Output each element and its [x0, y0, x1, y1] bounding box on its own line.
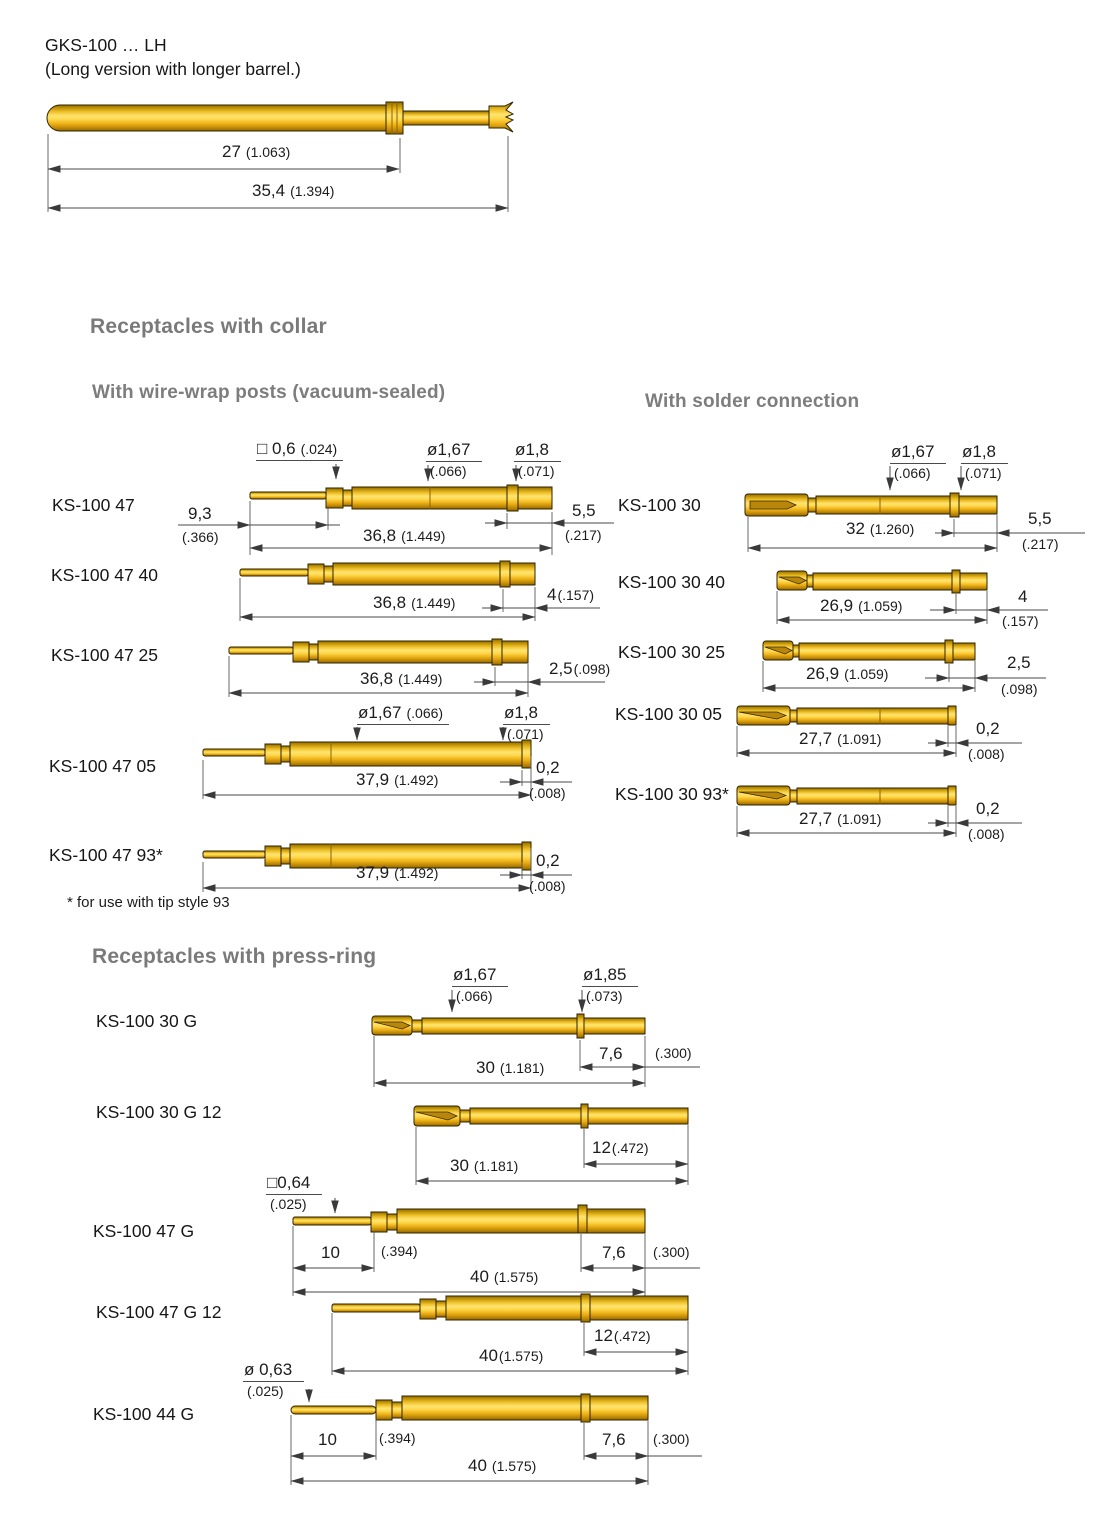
dim-ks-100-47-g-12-length-mm: 40: [479, 1346, 498, 1365]
dim-ks-100-47-93-tail-mm: 0,2: [536, 851, 560, 870]
dim-ks-100-30-93-length-inch: (1.091): [837, 811, 882, 827]
dim-ks-100-30-g-12-length: [450, 1157, 518, 1175]
section-solder-title: With solder connection: [645, 391, 860, 412]
drawing-ks-100-47-40: [240, 561, 600, 621]
callout-ks-100-30-g-d2-inch: (.073): [586, 987, 623, 1004]
label-ks-100-47: KS-100 47: [52, 495, 135, 515]
dim-ks-100-30-g-tail-mm: 7,6: [599, 1044, 623, 1063]
dim-ks-100-47-05-length-mm: 37,9: [356, 770, 390, 789]
dim-ks-100-47-40-tail-inch: (.157): [557, 587, 595, 603]
dim-ks-100-47-g-12-length-inch: (1.575): [498, 1348, 544, 1364]
callout-ks-100-47-d1: [426, 441, 482, 479]
dim-gks-total-inch: (1.394): [290, 183, 335, 199]
dim-ks-100-47-g-12-length: [479, 1347, 543, 1365]
dim-ks-100-30-25-length: [806, 665, 888, 683]
section-pressring-title: Receptacles with press-ring: [92, 945, 377, 968]
callout-ks-100-47-05-d2: [503, 704, 550, 742]
dim-ks-100-30-40-tail-mm: 4: [1018, 587, 1028, 606]
dim-ks-100-30-93-length-mm: 27,7: [799, 809, 833, 828]
callout-ks-100-47-g-square-mm: □0,64: [266, 1174, 322, 1195]
label-ks-100-30-g: KS-100 30 G: [96, 1011, 198, 1031]
callout-ks-100-44-g-d-mm: ø 0,63: [243, 1361, 304, 1382]
dim-ks-100-30-g-12-tail-inch: (.472): [611, 1140, 649, 1156]
dim-ks-100-47-g-tail-mm: 7,6: [602, 1243, 626, 1262]
dim-ks-100-47-40-length: [373, 594, 455, 612]
dim-ks-100-30-25-length-inch: (1.059): [844, 666, 889, 682]
dim-gks-total: [252, 182, 334, 200]
dim-ks-100-47-25-length: [360, 670, 442, 688]
footnote: * for use with tip style 93: [67, 894, 230, 911]
callout-ks-100-47-d2: [514, 441, 561, 479]
callout-ks-100-44-g-d: [243, 1361, 304, 1399]
page-subtitle: (Long version with longer barrel.): [45, 59, 301, 79]
callout-ks-100-47-05-d1-inch: (.066): [406, 705, 444, 721]
dim-ks-100-30-25-tail-mm: 2,5: [1007, 653, 1031, 672]
dim-ks-100-47-40-tail-mm: 4: [547, 585, 557, 604]
dim-ks-100-47-post-mm: 9,3: [188, 504, 212, 523]
dim-ks-100-30-40-length-inch: (1.059): [858, 598, 903, 614]
dim-ks-100-30-93-tail-inch: (.008): [968, 826, 1005, 842]
callout-ks-100-30-d2: [961, 443, 1008, 481]
dim-ks-100-30-05-tail-inch: (.008): [968, 746, 1005, 762]
dim-ks-100-30-g-length: [476, 1059, 544, 1077]
dim-ks-100-47-g-12-tail: [594, 1327, 651, 1345]
dim-ks-100-47-40-length-mm: 36,8: [373, 593, 407, 612]
dim-ks-100-47-25-tail-inch: (.098): [573, 661, 611, 677]
dim-ks-100-47-g-post-inch: (.394): [381, 1243, 418, 1259]
dim-ks-100-44-g-tail-mm: 7,6: [602, 1430, 626, 1449]
dim-ks-100-47-g-length: [470, 1268, 538, 1286]
callout-ks-100-47-d2-mm: ø1,8: [514, 441, 561, 462]
dim-ks-100-47-g-12-tail-mm: 12: [594, 1326, 613, 1345]
dim-ks-100-47-25-length-inch: (1.449): [398, 671, 443, 687]
callout-ks-100-47-05-d1: [357, 704, 449, 725]
callout-ks-100-47-05-d2-mm: ø1,8: [503, 704, 550, 725]
dim-ks-100-30-25-tail-inch: (.098): [1001, 681, 1038, 697]
callout-ks-100-30-d1-mm: ø1,67: [890, 443, 946, 464]
dim-ks-100-47-05-tail-inch: (.008): [529, 785, 566, 801]
dim-ks-100-30-05-length-mm: 27,7: [799, 729, 833, 748]
label-ks-100-47-05: KS-100 47 05: [49, 756, 157, 776]
dim-ks-100-30-tail-inch: (.217): [1022, 536, 1059, 552]
label-ks-100-47-25: KS-100 47 25: [51, 645, 159, 665]
dim-ks-100-47-g-12-tail-inch: (.472): [613, 1328, 651, 1344]
dim-ks-100-47-93-length-mm: 37,9: [356, 863, 390, 882]
dim-ks-100-47-g-length-inch: (1.575): [493, 1269, 539, 1285]
dim-ks-100-30-length: [846, 520, 914, 538]
dim-ks-100-44-g-post-inch: (.394): [379, 1430, 416, 1446]
dim-ks-100-30-g-12-tail-mm: 12: [592, 1138, 611, 1157]
dim-gks-barrel-inch: (1.063): [245, 144, 291, 160]
dim-ks-100-47-post-inch: (.366): [182, 529, 219, 545]
dim-ks-100-47-05-length-inch: (1.492): [394, 772, 439, 788]
dim-gks-barrel: [222, 143, 290, 161]
dim-ks-100-30-g-tail-inch: (.300): [655, 1045, 692, 1061]
page-title: GKS-100 … LH: [45, 35, 167, 55]
dim-ks-100-44-g-length: [468, 1457, 536, 1475]
label-ks-100-47-40: KS-100 47 40: [51, 565, 159, 585]
dim-ks-100-47-g-post-mm: 10: [321, 1243, 340, 1262]
dim-ks-100-30-length-inch: (1.260): [869, 521, 915, 537]
dim-ks-100-30-40-tail-inch: (.157): [1002, 613, 1039, 629]
dim-ks-100-30-tail-mm: 5,5: [1028, 509, 1052, 528]
callout-ks-100-47-square: [256, 440, 343, 461]
dim-ks-100-30-40-length-mm: 26,9: [820, 596, 854, 615]
label-ks-100-30-25: KS-100 30 25: [618, 642, 726, 662]
label-ks-100-47-93: KS-100 47 93*: [49, 845, 163, 865]
callout-ks-100-30-d2-mm: ø1,8: [961, 443, 1008, 464]
dim-ks-100-30-g-length-mm: 30: [476, 1058, 495, 1077]
dim-ks-100-47-40-length-inch: (1.449): [411, 595, 456, 611]
dim-ks-100-30-length-mm: 32: [846, 519, 865, 538]
dim-ks-100-30-05-tail-mm: 0,2: [976, 719, 1000, 738]
section-collar-title: Receptacles with collar: [90, 315, 327, 338]
callout-ks-100-30-g-d1-mm: ø1,67: [452, 966, 508, 987]
dim-ks-100-47-tail-mm: 5,5: [572, 501, 596, 520]
callout-ks-100-30-d1-inch: (.066): [894, 464, 931, 481]
callout-ks-100-47-g-square-inch: (.025): [270, 1195, 307, 1212]
label-ks-100-30: KS-100 30: [618, 495, 701, 515]
dim-ks-100-47-93-length: [356, 864, 438, 882]
dim-ks-100-30-g-12-tail: [592, 1139, 649, 1157]
label-ks-100-30-40: KS-100 30 40: [618, 572, 726, 592]
dim-gks-barrel-mm: 27: [222, 142, 241, 161]
dim-ks-100-30-05-length-inch: (1.091): [837, 731, 882, 747]
label-ks-100-30-05: KS-100 30 05: [615, 704, 723, 724]
dim-ks-100-30-g-length-inch: (1.181): [499, 1060, 545, 1076]
dim-ks-100-47-g-length-mm: 40: [470, 1267, 489, 1286]
dim-ks-100-30-93-length: [799, 810, 881, 828]
label-ks-100-47-g: KS-100 47 G: [93, 1221, 195, 1241]
callout-ks-100-30-g-d2-mm: ø1,85: [582, 966, 638, 987]
callout-ks-100-30-d1: [890, 443, 946, 481]
callout-ks-100-47-05-d2-inch: (.071): [507, 725, 544, 742]
dim-ks-100-30-25-length-mm: 26,9: [806, 664, 840, 683]
dim-ks-100-47-05-length: [356, 771, 438, 789]
callout-ks-100-47-d1-mm: ø1,67: [426, 441, 482, 462]
dim-ks-100-47-length-mm: 36,8: [363, 526, 397, 545]
dim-ks-100-47-length: [363, 527, 445, 545]
dim-ks-100-47-g-tail-inch: (.300): [653, 1244, 690, 1260]
dim-gks-total-mm: 35,4: [252, 181, 286, 200]
dim-ks-100-30-40-length: [820, 597, 902, 615]
dim-ks-100-44-g-length-inch: (1.575): [491, 1458, 537, 1474]
dim-ks-100-47-tail-inch: (.217): [565, 527, 602, 543]
dim-ks-100-30-g-12-length-mm: 30: [450, 1156, 469, 1175]
callout-ks-100-47-d2-inch: (.071): [518, 462, 555, 479]
dim-ks-100-47-25-tail: [549, 660, 610, 678]
label-ks-100-47-g-12: KS-100 47 G 12: [96, 1302, 222, 1322]
section-wirewrap-title: With wire-wrap posts (vacuum-sealed): [92, 382, 446, 403]
dim-ks-100-44-g-post-mm: 10: [318, 1430, 337, 1449]
callout-ks-100-30-g-d1: [452, 966, 508, 1004]
dim-ks-100-47-93-length-inch: (1.492): [394, 865, 439, 881]
dim-ks-100-47-40-tail: [547, 586, 594, 604]
callout-ks-100-47-square-inch: (.024): [300, 441, 338, 457]
dim-ks-100-44-g-tail-inch: (.300): [653, 1431, 690, 1447]
dim-ks-100-30-g-12-length-inch: (1.181): [473, 1158, 519, 1174]
callout-ks-100-30-g-d1-inch: (.066): [456, 987, 493, 1004]
callout-ks-100-30-d2-inch: (.071): [965, 464, 1002, 481]
label-ks-100-44-g: KS-100 44 G: [93, 1404, 195, 1424]
dim-ks-100-47-25-tail-mm: 2,5: [549, 659, 573, 678]
callout-ks-100-47-square-mm: □ 0,6: [257, 439, 296, 458]
callout-ks-100-47-d1-inch: (.066): [430, 462, 467, 479]
dim-ks-100-30-05-length: [799, 730, 881, 748]
dim-ks-100-47-25-length-mm: 36,8: [360, 669, 394, 688]
dim-ks-100-47-length-inch: (1.449): [401, 528, 446, 544]
callout-ks-100-47-g-square: [266, 1174, 322, 1212]
dim-ks-100-44-g-length-mm: 40: [468, 1456, 487, 1475]
dim-ks-100-30-93-tail-mm: 0,2: [976, 799, 1000, 818]
dim-ks-100-47-05-tail-mm: 0,2: [536, 758, 560, 777]
label-ks-100-30-g-12: KS-100 30 G 12: [96, 1102, 222, 1122]
callout-ks-100-44-g-d-inch: (.025): [247, 1382, 284, 1399]
label-ks-100-30-93: KS-100 30 93*: [615, 784, 729, 804]
dim-ks-100-47-93-tail-inch: (.008): [529, 878, 566, 894]
callout-ks-100-47-05-d1-mm: ø1,67: [358, 703, 402, 722]
callout-ks-100-30-g-d2: [582, 966, 638, 1004]
